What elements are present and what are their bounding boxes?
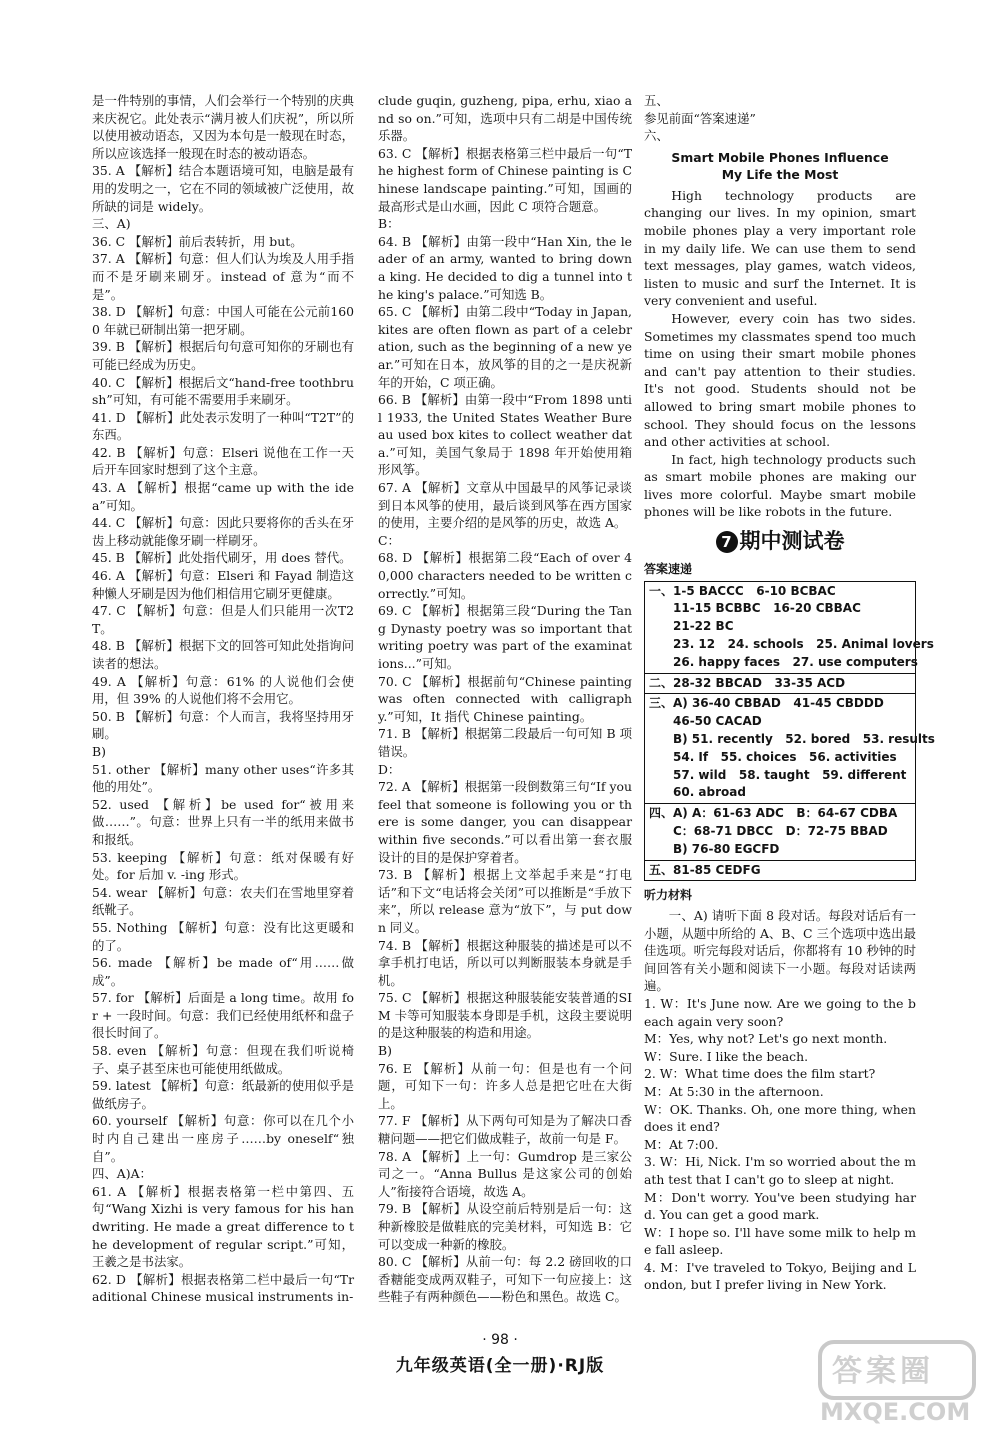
- listening-line: 一、A) 请听下面 8 段对话。每段对话后有一小题，从题中所给的 A、B、C 三个选项中选出最佳选项。听完每段对话后，你都将有 10 秒钟的时间回答有关小题和阅读下一小题。每段对话读两遍。: [644, 908, 916, 994]
- answer-explanation: 72. A 【解析】根据第一段倒数第三句“If you feel that someone is following you or there is some danger, you can disappear within five seconds.”可以看出第一套衣服设计的目的是保护穿着者。: [378, 779, 636, 865]
- answer-explanation: 58. even 【解析】句意：但现在我们听说椅子、桌子甚至床也可能使用纸做成。: [92, 1043, 354, 1076]
- watermark-text-cn: 答案圈: [832, 1354, 934, 1389]
- answer-explanation: 三、A): [92, 216, 131, 232]
- book-title: 九年级英语(全一册)·RJ版: [395, 1356, 605, 1376]
- answer-explanation: 77. F 【解析】从下两句可知是为了解决口香糖问题——把它们做成鞋子，故前一句是 F。: [378, 1113, 632, 1147]
- answer-explanation: 45. B 【解析】此处指代刷牙，用 does 替代。: [92, 550, 352, 566]
- answer-key-label: 答案速递: [644, 562, 693, 577]
- answer-explanation: B): [92, 743, 106, 759]
- answer-explanation: 61. A 【解析】根据表格第一栏中第四、五句“Wang Xizhi is very famous for his handwriting. He made a great difference to the development of regular script.”可知，王羲之是书法家。: [92, 1183, 354, 1270]
- answer-explanation: 39. B 【解析】根据后句句意可知你的牙刷也有可能已经成为历史。: [92, 339, 354, 372]
- answer-explanation: 55. Nothing 【解析】句意：没有比这更暖和的了。: [92, 919, 354, 953]
- column-left: [92, 92, 354, 1306]
- section-label-five: 五、: [644, 93, 669, 108]
- answer-line: 三、A) 36-40 CBBAD 41-45 CBDDD: [649, 696, 884, 711]
- answer-explanation: 46. A 【解析】句意：Elseri 和 Fayad 制造这种懒人牙刷是因为他们相信用它刷牙更健康。: [92, 568, 354, 601]
- section-five-note: 参见前面“答案速递”: [644, 110, 756, 126]
- answer-explanation: 69. C 【解析】根据第三段“During the Tang Dynasty poetry was so important that writing poetry was part of the examinations...”可知。: [378, 603, 636, 671]
- answer-explanation: 74. B 【解析】根据这种服装的描述是可以不拿手机打电话，所以可以判断服装本身就是手机。: [378, 937, 632, 988]
- answer-explanation: 64. B 【解析】由第一段中“Han Xin, the leader of an army, wanted to bring down a king. He decided to dig a tunnel into the king's palace.”可知选 B。: [378, 233, 636, 302]
- answer-explanation: 78. A 【解析】上一句：Gumdrop 是三家公司之一。“Anna Bullus 是这家公司的创始人”衔接符合语境，故选 A。: [378, 1148, 632, 1199]
- answer-explanation: 71. B 【解析】根据第二段最后一句可知 B 项错误。: [378, 726, 632, 759]
- answer-explanation: 56. made 【解析】be made of“用……做成”。: [92, 955, 354, 988]
- essay-paragraph: However, every coin has two sides. Sometimes my classmates spend too much time on using their smart mobile phones and can't pay attention to their studies. It's not good. Students should not be allowed to bring smart mobile phones to school. They should focus on the lessons and other activities at school.: [644, 310, 916, 450]
- answer-line: C：68-71 DBCC D：72-75 BBAD: [673, 824, 888, 839]
- answer-explanation: 54. wear 【解析】句意：农夫们在雪地里穿着纸靴子。: [92, 884, 354, 918]
- listening-line: M：Yes, why not? Let's go next month.: [644, 1031, 888, 1047]
- essay-paragraph: In fact, high technology products such as smart mobile phones are making our lives more colorful. Maybe smart mobile phones will be like robots in the future.: [644, 451, 916, 520]
- listening-line: M：Don't worry. You've been studying hard. You can get a good mark.: [644, 1189, 916, 1223]
- answer-explanation: 79. B 【解析】从设空前后特别是后一句：这种新橡胶是做鞋底的完美材料，可知选 B：它可以变成一种新的橡胶。: [378, 1201, 632, 1252]
- answer-line: 57. wild 58. taught 59. different: [673, 767, 907, 782]
- answer-explanation: 59. latest 【解析】句意：纸最新的使用似乎是做纸房子。: [92, 1078, 354, 1111]
- watermark-text-en: MXQE.COM: [820, 1398, 971, 1426]
- answer-line: 四、A) A：61-63 ADC B：64-67 CDBA: [649, 806, 898, 821]
- answer-section: [645, 861, 915, 881]
- answer-explanation: 44. C 【解析】句意：因此只要将你的舌头在牙齿上移动就能像牙刷一样刷牙。: [92, 515, 354, 548]
- essay-paragraph: High technology products are changing our lives. In my opinion, smart mobile phones play a very important role in my daily life. We can use them to send text messages, play games, watch videos, listen to music and surf the Internet. It is very convenient and useful.: [644, 187, 916, 309]
- answer-explanation: 76. E 【解析】从前一句：但是也有一个问题，可知下一句：许多人总是把它吐在大街上。: [378, 1060, 632, 1111]
- listening-line: 2. W：What time does the film start?: [644, 1066, 876, 1082]
- essay-title-line: Smart Mobile Phones Influence: [671, 149, 889, 165]
- answer-line: 23. 12 24. schools 25. Animal lovers: [673, 637, 934, 652]
- answer-explanation: 52. used 【解析】be used for“被用来做……”。句意：世界上只有一半的纸用来做书和报纸。: [92, 796, 354, 847]
- answer-explanation: 50. B 【解析】句意：个人而言，我将坚持用牙刷。: [92, 708, 354, 742]
- essay-title: [644, 149, 916, 183]
- answer-explanation: 66. B 【解析】由第一段中“From 1898 until 1933, the United States Weather Bureau used box kites to collect weather data.”可知，美国气象局于 1898 年开始使用箱形风筝。: [378, 392, 632, 478]
- answer-explanation: clude guqin, guzheng, pipa, erhu, xiao and so on.”可知，选项中只有二胡是中国传统乐器。: [378, 93, 632, 144]
- answer-explanation: 51. other 【解析】many other uses“许多其他的用处”。: [92, 761, 354, 795]
- answer-explanation: 47. C 【解析】句意：但是人们只能用一次T2T。: [92, 603, 354, 636]
- essay-title-line: My Life the Most: [721, 166, 839, 182]
- answer-section: [645, 674, 915, 695]
- listening-material: [644, 907, 920, 1294]
- listening-line: M：At 7:00.: [644, 1136, 719, 1152]
- answer-explanation: 80. C 【解析】从前一句：每 2.2 磅回收的口香糖能变成两双鞋子，可知下一句应接上：这些鞋子有两种颜色——粉色和黑色。故选 C。: [378, 1254, 632, 1305]
- listening-line: 4. M：I've traveled to Tokyo, Beijing and London, but I prefer living in New York.: [644, 1259, 916, 1293]
- answer-explanation: 68. D 【解析】根据第二段“Each of over 40,000 characters needed to be written correctly.”可知。: [378, 550, 632, 601]
- answer-explanation: 43. A 【解析】根据“came up with the idea”可知。: [92, 480, 354, 513]
- answer-explanation: 65. C 【解析】由第二段中“Today in Japan, kites are often flown as part of a celebration, such as the beginning of a new year.”可知在日本，放风筝的目的之一是庆祝新年的开始，C 项正确。: [378, 304, 636, 390]
- answer-explanation: 63. C 【解析】根据表格第三栏中最后一句“The highest form of Chinese painting is Chinese landscape painting.”可知，国画的最高形式是山水画，因此 C 项符合题意。: [378, 145, 632, 214]
- answer-key-box: [644, 581, 935, 882]
- answer-line: 54. If 55. choices 56. activities: [673, 749, 897, 764]
- answer-section: [645, 694, 935, 804]
- answer-explanation: B): [378, 1043, 392, 1059]
- column-right: [644, 92, 935, 1294]
- answer-explanation: B：: [378, 216, 400, 232]
- listening-line: W：I hope so. I'll have some milk to help me fall asleep.: [644, 1224, 916, 1258]
- answer-line: 60. abroad: [673, 785, 746, 800]
- answer-line: 二、28-32 BBCAD 33-35 ACD: [649, 675, 846, 690]
- answer-explanation: 67. A 【解析】文章从中国最早的风筝记录谈到日本风筝的使用，最后谈到风筝在西方国家的使用，主要介绍的是风筝的历史，故选 A。: [378, 480, 632, 531]
- answer-line: 11-15 BCBBC 16-20 CBBAC: [673, 601, 861, 616]
- answer-line: 26. happy faces 27. use computers: [673, 654, 918, 669]
- listening-label: 听力材料: [644, 888, 693, 903]
- answer-explanation: D：: [378, 761, 401, 777]
- answer-line: 21-22 BC: [673, 619, 734, 634]
- answer-explanation: 38. D 【解析】句意：中国人可能在公元前1600 年就已研制出第一把牙刷。: [92, 304, 354, 337]
- exam-number-badge: 7: [716, 531, 738, 553]
- section-label-six: 六、: [644, 128, 669, 144]
- answer-explanation: 40. C 【解析】根据后文“hand-free toothbrush”可知，有可能不需要用手来刷牙。: [92, 374, 354, 408]
- answer-line: 五、81-85 CEDFG: [649, 862, 761, 877]
- listening-line: 3. W：Hi, Nick. I'm so worried about the math test that I can't go to sleep at night.: [644, 1154, 916, 1187]
- answer-explanation: 62. D 【解析】根据表格第二栏中最后一句“Traditional Chinese musical instruments in-: [92, 1271, 354, 1305]
- answer-line: B) 51. recently 52. bored 53. results: [673, 732, 935, 747]
- answer-explanation: 49. A 【解析】句意：61% 的人说他们会使用，但 39% 的人说他们将不会用它。: [92, 673, 354, 707]
- answer-explanation: 48. B 【解析】根据下文的回答可知此处指询问读者的想法。: [92, 638, 354, 671]
- page-number: · 98 ·: [482, 1332, 518, 1348]
- answer-explanation: 四、A)A：: [92, 1166, 152, 1182]
- answer-explanation: 37. A 【解析】句意：但人们认为埃及人用手指而不是牙刷来刷牙。instead of 意为“而不是”。: [92, 251, 354, 302]
- answer-section: [645, 582, 934, 674]
- answer-explanation: 60. yourself 【解析】句意：你可以在几个小时内自己建出一座房子……by oneself“独自”。: [92, 1113, 354, 1164]
- answer-line: B) 76-80 EGCFD: [673, 841, 780, 856]
- exam-heading: [644, 531, 916, 553]
- listening-line: 1. W：It's June now. Are we going to the beach again very soon?: [644, 995, 916, 1029]
- answer-explanation: C：: [378, 532, 400, 548]
- answer-explanation: 70. C 【解析】根据前句“Chinese painting was often connected with calligraphy.”可知，It 指代 Chinese painting。: [378, 673, 636, 724]
- answer-explanation: 是一件特别的事情，人们会举行一个特别的庆典来庆祝它。此处表示“满月被人们庆祝”，所以所以使用被动语态，又因为本句是一般现在时态，所以应该选择一般现在时态的被动语态。: [92, 93, 354, 161]
- column-middle: [378, 92, 636, 1306]
- answer-explanation: 73. B 【解析】根据上文举起手来是“打电话”和下文“电话将会关闭”可以推断是“手放下来”，所以 release 意为“放下”，与 put down 同义。: [378, 867, 632, 935]
- exam-title: 期中测试卷: [739, 529, 845, 554]
- answer-line: 一、1-5 BACCC 6-10 BCBAC: [649, 583, 836, 598]
- answer-explanation: 57. for 【解析】后面是 a long time。故用 for + 一段时间。句意：我们已经使用纸杯和盘子很长时间了。: [92, 990, 354, 1041]
- listening-line: W：Sure. I like the beach.: [644, 1048, 809, 1064]
- answer-explanation: 53. keeping 【解析】句意：纸对保暖有好处。for 后加 v. -ing 形式。: [92, 849, 354, 883]
- answer-line: 46-50 CACAD: [673, 714, 762, 729]
- answer-explanation: 42. B 【解析】句意：Elseri 说他在工作一天后开车回家时想到了这个主意。: [92, 444, 354, 478]
- answer-section: [645, 804, 915, 860]
- answer-explanation: 41. D 【解析】此处表示发明了一种叫“T2T”的东西。: [92, 409, 354, 443]
- watermark-logo: [812, 1340, 992, 1430]
- answer-explanation: 35. A 【解析】结合本题语境可知，电脑是最有用的发明之一，它在不同的领域被广泛使用，故所缺的词是 widely。: [92, 163, 354, 214]
- answer-explanation: 36. C 【解析】前后表转折，用 but。: [92, 233, 303, 249]
- listening-line: W：OK. Thanks. Oh, one more thing, when does it end?: [644, 1101, 920, 1135]
- listening-line: M：At 5:30 in the afternoon.: [644, 1083, 824, 1099]
- answer-explanation: 75. C 【解析】根据这种服装能安装普通的SIM 卡等可知服装本身即是手机，这段主要说明的是这种服装的构造和用途。: [378, 990, 632, 1041]
